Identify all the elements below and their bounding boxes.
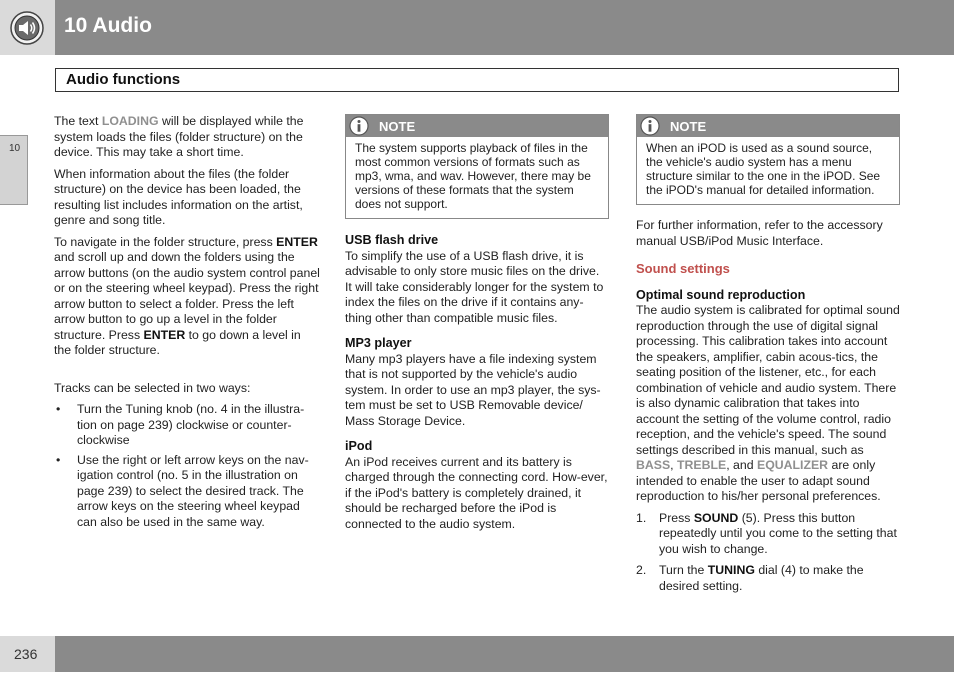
usb-section xyxy=(345,233,609,326)
text-segment: Press xyxy=(659,510,694,525)
keyword-tuning: TUNING xyxy=(707,563,755,577)
note-box xyxy=(636,114,900,205)
page-footer xyxy=(0,636,954,672)
text-segment: and scroll up and down the folders using the arrow buttons (on the audio system control panel or on the steering wheel keypad). Press the right arrow button to select a folder. Press the left arrow button to go up a level in the folder structure. Press xyxy=(54,250,320,342)
keyword-sound: SOUND xyxy=(693,510,739,525)
text-segment: To navigate in the folder structure, press xyxy=(54,234,277,249)
note-header xyxy=(637,115,899,137)
folder-info-paragraph: When information about the files (the folder structure) on the device has been loaded, the resulting list includes information on the artist, genre and song title. xyxy=(54,166,303,227)
sound-steps-list xyxy=(636,511,900,595)
ipod-section xyxy=(345,439,609,532)
page-number: 236 xyxy=(14,646,38,662)
loading-paragraph xyxy=(54,114,320,161)
bullet-icon: • xyxy=(56,452,61,467)
note-text: The system supports playback of files in the most common versions of formats such as mp3, wma, and wav. However, there may be versions of these formats that the system does not support. xyxy=(355,141,591,211)
list-item xyxy=(636,511,900,558)
note-text: When an iPOD is used as a sound source, the vehicle's audio system has a menu structure similar to the one in the iPOD. See the iPOD's manual for detailed information. xyxy=(646,141,881,197)
list-item xyxy=(54,402,320,449)
keyword-loading: LOADING xyxy=(101,114,159,128)
optimal-sound-heading: Optimal sound reproduction xyxy=(636,287,806,302)
text-segment: , xyxy=(670,458,678,472)
list-item-text: Turn the Tuning knob (no. 4 in the illustra-tion on page 239) clockwise or counter-clockwise xyxy=(77,402,305,447)
keyword-bass: BASS xyxy=(636,458,671,472)
keyword-equalizer: EQUALIZER xyxy=(757,458,829,472)
text-segment: , and xyxy=(726,458,757,472)
text-segment: will be displayed while the system loads the files (folder structure) on the device. This may take a short time. xyxy=(54,114,304,159)
keyword-enter: ENTER xyxy=(276,234,318,249)
track-selection-list xyxy=(54,402,320,530)
note-label: NOTE xyxy=(670,119,707,134)
sound-settings-heading: Sound settings xyxy=(636,261,730,276)
step-number: 2. xyxy=(636,563,647,577)
section-title: Audio functions xyxy=(66,71,181,88)
chapter-header xyxy=(0,0,954,55)
further-info-paragraph: For further information, refer to the accessory manual USB/iPod Music Interface. xyxy=(636,218,883,248)
text-segment: to go down a level in the folder structure. xyxy=(54,327,301,357)
list-item xyxy=(54,453,320,531)
bullet-icon: • xyxy=(56,402,61,416)
page-number-box xyxy=(0,636,55,672)
text-segment: The text xyxy=(54,114,102,128)
list-item xyxy=(636,563,900,594)
text-segment: are only intended to enable the user to adapt sound reproduction to his/her personal preferences. xyxy=(636,458,881,503)
column-1 xyxy=(54,114,320,534)
ipod-text: An iPod receives current and its battery is charged through the connecting cord. How-ever, if the iPod's battery is completely drained, it should be recharged before the iPod is connected to the audio system. xyxy=(345,454,608,531)
list-item-text: Use the right or left arrow keys on the nav-igation control (no. 5 in the illustration on page 239) to select the desired track. The arrow keys on the steering wheel keypad can also be used in the same way. xyxy=(77,452,309,529)
usb-text: To simplify the use of a USB flash drive, it is advisable to only store music files on the drive. It will take considerably longer for the system to index the files on the drive if it contains any-thing other than compatible music files. xyxy=(345,248,604,325)
speaker-icon xyxy=(10,11,44,45)
step-number: 1. xyxy=(636,510,647,525)
text-segment: dial (4) to make the desired setting. xyxy=(659,563,864,593)
note-header xyxy=(346,115,608,137)
mp3-text: Many mp3 players have a file indexing system that is not supported by the vehicle's audio system. In order to use an mp3 player, the sys-tem must be set to USB Removable device/ Mass Storage Device. xyxy=(345,351,601,428)
info-icon xyxy=(349,116,369,136)
mp3-section xyxy=(345,336,609,429)
navigate-paragraph xyxy=(54,235,320,359)
ipod-heading: iPod xyxy=(345,439,373,453)
info-icon xyxy=(640,116,660,136)
keyword-treble: TREBLE xyxy=(677,458,727,472)
section-bar xyxy=(55,68,899,92)
optimal-sound-text xyxy=(636,303,900,505)
chapter-icon-box xyxy=(0,0,55,55)
chapter-title: 10 Audio xyxy=(64,14,152,37)
text-segment: Turn the xyxy=(659,563,708,577)
text-segment: The audio system is calibrated for optimal sound reproduction through the use of digital signal processing. This calibration takes into account the speakers, amplifier, cabin acous-tics, the seating position of the listener, etc., for each combination of vehicle and audio system. There is also dynamic calibration that takes into account the setting of the volume control, radio reception, and the vehicle's speed. The sound settings described in this manual, such as xyxy=(636,303,900,457)
note-label: NOTE xyxy=(379,119,416,134)
mp3-heading: MP3 player xyxy=(345,336,412,350)
usb-heading: USB flash drive xyxy=(345,233,439,247)
chapter-side-tab xyxy=(0,135,28,205)
column-3 xyxy=(636,114,900,600)
note-box xyxy=(345,114,609,219)
text-segment: (5). Press this button repeatedly until you come to the setting that you wish to change. xyxy=(659,510,897,556)
keyword-enter: ENTER xyxy=(143,327,186,342)
column-2 xyxy=(345,114,609,542)
chapter-tab-number: 10 xyxy=(9,143,21,154)
tracks-intro: Tracks can be selected in two ways: xyxy=(54,380,251,395)
